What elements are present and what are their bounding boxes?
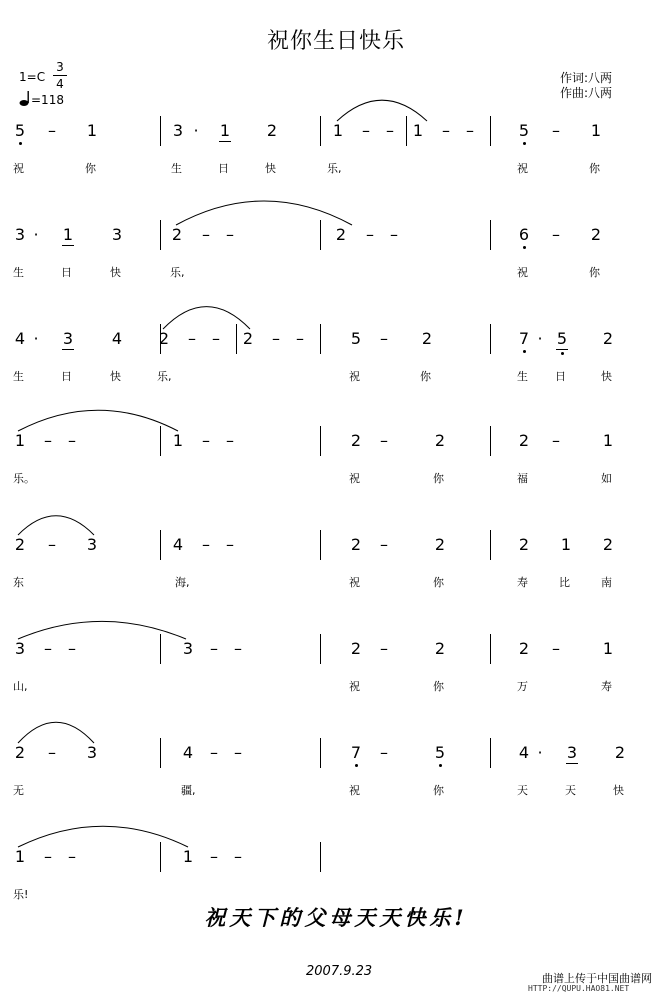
note: 1 <box>14 431 26 450</box>
lyric: 你 <box>85 162 96 175</box>
dash-extension: – <box>44 639 52 658</box>
note: 5 <box>556 329 568 348</box>
dash-extension: – <box>362 121 370 140</box>
motto-text: 祝天下的父母天天快乐! <box>204 905 468 930</box>
time-numerator: 3 <box>56 60 64 74</box>
lyric: 日 <box>61 266 72 279</box>
note: 3 <box>566 743 578 762</box>
lyric: 东 <box>13 576 24 589</box>
dash-extension: – <box>226 535 234 554</box>
note: 2 <box>518 431 530 450</box>
dot-duration: · <box>537 743 543 762</box>
dash-extension: – <box>210 847 218 866</box>
dash-extension: – <box>188 329 196 348</box>
note: 4 <box>172 535 184 554</box>
lyric: 祝 <box>349 472 360 485</box>
song-title: 祝你生日快乐 <box>266 29 405 54</box>
note: 2 <box>14 535 26 554</box>
lyric: 祝 <box>349 576 360 589</box>
dash-extension: – <box>210 743 218 762</box>
note: 3 <box>172 121 184 140</box>
lyric: 快 <box>110 370 121 383</box>
lyric: 祝 <box>13 162 24 175</box>
lyric: 乐。 <box>13 472 35 485</box>
note: 1 <box>412 121 424 140</box>
note: 1 <box>86 121 98 140</box>
lyric: 生 <box>517 370 528 383</box>
dash-extension: – <box>210 639 218 658</box>
lyricist-credit: 作词:八两 <box>560 71 613 85</box>
lyric: 你 <box>589 162 600 175</box>
note: 2 <box>350 431 362 450</box>
dash-extension: – <box>202 431 210 450</box>
note: 5 <box>518 121 530 140</box>
note: 2 <box>602 329 614 348</box>
lyric: 疆, <box>181 784 196 797</box>
note: 6 <box>518 225 530 244</box>
note: 3 <box>111 225 123 244</box>
note: 1 <box>62 225 74 244</box>
note: 2 <box>421 329 433 348</box>
lyric: 寿 <box>601 680 612 693</box>
lyric: 如 <box>601 472 612 485</box>
note: 1 <box>172 431 184 450</box>
lyric: 无 <box>13 784 24 797</box>
note: 2 <box>242 329 254 348</box>
lyric: 乐! <box>13 888 29 901</box>
lyric: 万 <box>517 680 528 693</box>
lyric: 天 <box>565 784 576 797</box>
dash-extension: – <box>552 225 560 244</box>
note: 1 <box>602 639 614 658</box>
note: 5 <box>434 743 446 762</box>
lyric: 快 <box>613 784 624 797</box>
note: 4 <box>182 743 194 762</box>
dot-duration: · <box>33 329 39 348</box>
date-signature: 2007.9.23 <box>306 964 373 979</box>
dash-extension: – <box>386 121 394 140</box>
lyric: 你 <box>589 266 600 279</box>
dash-extension: – <box>202 535 210 554</box>
watermark-url: HTTP://QUPU.HAO81.NET <box>528 984 630 993</box>
note: 3 <box>86 535 98 554</box>
lyric: 你 <box>433 680 444 693</box>
note: 3 <box>62 329 74 348</box>
note: 3 <box>14 639 26 658</box>
dash-extension: – <box>466 121 474 140</box>
lyric: 快 <box>265 162 276 175</box>
lyric: 你 <box>433 784 444 797</box>
dot-duration: · <box>537 329 543 348</box>
note: 2 <box>518 535 530 554</box>
dash-extension: – <box>380 639 388 658</box>
note: 2 <box>434 431 446 450</box>
note: 4 <box>518 743 530 762</box>
dash-extension: – <box>226 225 234 244</box>
dash-extension: – <box>234 847 242 866</box>
lyric: 你 <box>433 472 444 485</box>
dash-extension: – <box>552 121 560 140</box>
note: 2 <box>602 535 614 554</box>
dash-extension: – <box>212 329 220 348</box>
dash-extension: – <box>48 743 56 762</box>
lyric: 比 <box>559 576 570 589</box>
note: 2 <box>158 329 170 348</box>
lyric: 寿 <box>517 576 528 589</box>
note: 2 <box>350 639 362 658</box>
dash-extension: – <box>44 847 52 866</box>
key-signature: 1=C <box>19 70 46 84</box>
lyric: 南 <box>601 576 612 589</box>
note: 4 <box>111 329 123 348</box>
note: 2 <box>266 121 278 140</box>
note: 2 <box>434 535 446 554</box>
dash-extension: – <box>44 431 52 450</box>
note: 5 <box>350 329 362 348</box>
note: 1 <box>560 535 572 554</box>
dot-duration: · <box>193 121 199 140</box>
dash-extension: – <box>380 743 388 762</box>
dash-extension: – <box>552 431 560 450</box>
time-denominator: 4 <box>56 77 64 91</box>
note: 3 <box>86 743 98 762</box>
dash-extension: – <box>552 639 560 658</box>
note: 2 <box>171 225 183 244</box>
lyric: 日 <box>555 370 566 383</box>
dash-extension: – <box>296 329 304 348</box>
lyric: 海, <box>175 576 190 589</box>
dash-extension: – <box>380 431 388 450</box>
note: 2 <box>335 225 347 244</box>
note: 1 <box>14 847 26 866</box>
tempo-value: =118 <box>31 93 64 107</box>
lyric: 生 <box>13 266 24 279</box>
note: 7 <box>518 329 530 348</box>
note: 2 <box>350 535 362 554</box>
composer-credit: 作曲:八两 <box>560 86 613 100</box>
dot-duration: · <box>33 225 39 244</box>
lyric: 乐, <box>170 266 185 279</box>
dash-extension: – <box>380 329 388 348</box>
note: 2 <box>590 225 602 244</box>
dash-extension: – <box>272 329 280 348</box>
dash-extension: – <box>68 847 76 866</box>
dash-extension: – <box>366 225 374 244</box>
note: 1 <box>332 121 344 140</box>
note: 7 <box>350 743 362 762</box>
note: 1 <box>219 121 231 140</box>
lyric: 乐, <box>327 162 342 175</box>
note: 4 <box>14 329 26 348</box>
note: 2 <box>614 743 626 762</box>
lyric: 祝 <box>349 370 360 383</box>
lyric: 乐, <box>157 370 172 383</box>
dash-extension: – <box>390 225 398 244</box>
lyric: 祝 <box>517 266 528 279</box>
lyric: 祝 <box>517 162 528 175</box>
dash-extension: – <box>442 121 450 140</box>
lyric: 你 <box>433 576 444 589</box>
dash-extension: – <box>226 431 234 450</box>
lyric: 祝 <box>349 784 360 797</box>
lyric: 日 <box>218 162 229 175</box>
note: 1 <box>602 431 614 450</box>
lyric: 福 <box>517 472 528 485</box>
note: 3 <box>14 225 26 244</box>
dash-extension: – <box>68 431 76 450</box>
note: 2 <box>14 743 26 762</box>
dash-extension: – <box>234 743 242 762</box>
dash-extension: – <box>48 121 56 140</box>
note: 2 <box>434 639 446 658</box>
lyric: 生 <box>13 370 24 383</box>
lyric: 快 <box>601 370 612 383</box>
lyric: 你 <box>420 370 431 383</box>
note: 1 <box>590 121 602 140</box>
lyric: 山, <box>13 680 28 693</box>
lyric: 生 <box>171 162 182 175</box>
note: 2 <box>518 639 530 658</box>
note: 1 <box>182 847 194 866</box>
lyric: 日 <box>61 370 72 383</box>
dash-extension: – <box>380 535 388 554</box>
dash-extension: – <box>48 535 56 554</box>
dash-extension: – <box>68 639 76 658</box>
dash-extension: – <box>202 225 210 244</box>
note: 3 <box>182 639 194 658</box>
lyric: 祝 <box>349 680 360 693</box>
watermark-text: 曲谱上传于中国曲谱网 <box>542 972 652 985</box>
lyric: 天 <box>517 784 528 797</box>
note: 5 <box>14 121 26 140</box>
lyric: 快 <box>110 266 121 279</box>
dash-extension: – <box>234 639 242 658</box>
